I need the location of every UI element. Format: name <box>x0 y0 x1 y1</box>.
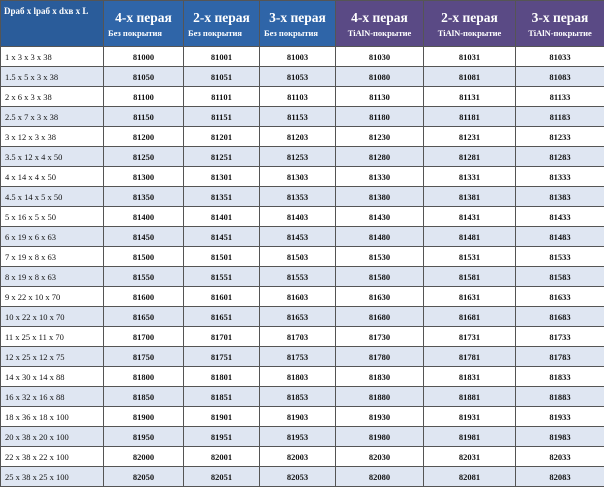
article-code-cell: 81931 <box>424 407 516 427</box>
article-code-cell: 81001 <box>184 47 260 67</box>
article-code-cell: 81230 <box>336 127 424 147</box>
article-code-cell: 82050 <box>104 467 184 487</box>
article-code-cell: 81283 <box>516 147 604 167</box>
article-code-cell: 81833 <box>516 367 604 387</box>
article-code-cell: 81803 <box>260 367 336 387</box>
article-code-cell: 81651 <box>184 307 260 327</box>
article-code-cell: 81780 <box>336 347 424 367</box>
size-cell: 10 x 22 x 10 x 70 <box>1 307 104 327</box>
article-code-cell: 81100 <box>104 87 184 107</box>
article-code-cell: 81450 <box>104 227 184 247</box>
dimensions-header: Dраб x lраб x dхв x L <box>1 1 104 47</box>
column-title: 2-х перая <box>424 8 515 26</box>
article-code-cell: 81203 <box>260 127 336 147</box>
column-header <box>260 1 336 47</box>
size-cell: 25 x 38 x 25 x 100 <box>1 467 104 487</box>
table-row <box>1 287 604 307</box>
article-code-cell: 81500 <box>104 247 184 267</box>
table-row <box>1 427 604 447</box>
article-code-cell: 81451 <box>184 227 260 247</box>
article-code-cell: 81200 <box>104 127 184 147</box>
article-code-cell: 81953 <box>260 427 336 447</box>
size-cell: 8 x 19 x 8 x 63 <box>1 267 104 287</box>
article-code-cell: 81281 <box>424 147 516 167</box>
column-coating: TiAlN-покрытие <box>424 26 515 40</box>
article-code-cell: 81501 <box>184 247 260 267</box>
article-code-cell: 82030 <box>336 447 424 467</box>
article-code-cell: 81733 <box>516 327 604 347</box>
article-code-cell: 81031 <box>424 47 516 67</box>
article-code-cell: 81300 <box>104 167 184 187</box>
column-coating: TiAlN-покрытие <box>516 26 604 40</box>
article-code-cell: 81880 <box>336 387 424 407</box>
article-code-cell: 81050 <box>104 67 184 87</box>
table-row <box>1 47 604 67</box>
column-coating: Без покрытия <box>104 26 183 40</box>
article-code-cell: 81730 <box>336 327 424 347</box>
table-row <box>1 387 604 407</box>
table-body <box>1 47 604 487</box>
table-row <box>1 207 604 227</box>
article-code-cell: 81653 <box>260 307 336 327</box>
article-code-cell: 81980 <box>336 427 424 447</box>
article-code-cell: 81531 <box>424 247 516 267</box>
article-code-cell: 81150 <box>104 107 184 127</box>
article-code-cell: 81633 <box>516 287 604 307</box>
article-code-cell: 82053 <box>260 467 336 487</box>
size-cell: 16 x 32 x 16 x 88 <box>1 387 104 407</box>
article-code-cell: 81800 <box>104 367 184 387</box>
column-header <box>516 1 604 47</box>
size-cell: 7 x 19 x 8 x 63 <box>1 247 104 267</box>
article-code-cell: 82051 <box>184 467 260 487</box>
article-code-cell: 81233 <box>516 127 604 147</box>
article-code-cell: 81750 <box>104 347 184 367</box>
size-cell: 1 x 3 x 3 x 38 <box>1 47 104 67</box>
article-code-cell: 81351 <box>184 187 260 207</box>
article-code-cell: 81881 <box>424 387 516 407</box>
article-code-cell: 81003 <box>260 47 336 67</box>
article-code-cell: 81333 <box>516 167 604 187</box>
table-row <box>1 267 604 287</box>
column-header <box>424 1 516 47</box>
article-code-cell: 81581 <box>424 267 516 287</box>
size-cell: 11 x 25 x 11 x 70 <box>1 327 104 347</box>
article-code-cell: 81950 <box>104 427 184 447</box>
article-code-cell: 82083 <box>516 467 604 487</box>
article-code-cell: 81330 <box>336 167 424 187</box>
column-title: 3-х перая <box>516 8 604 26</box>
article-code-cell: 81983 <box>516 427 604 447</box>
column-title: 2-х перая <box>184 8 259 26</box>
column-header <box>184 1 260 47</box>
article-code-cell: 81481 <box>424 227 516 247</box>
article-code-cell: 81151 <box>184 107 260 127</box>
article-code-cell: 81631 <box>424 287 516 307</box>
table-row <box>1 327 604 347</box>
article-code-cell: 81530 <box>336 247 424 267</box>
article-code-cell: 81933 <box>516 407 604 427</box>
article-code-cell: 81183 <box>516 107 604 127</box>
table-row <box>1 307 604 327</box>
table-row <box>1 227 604 247</box>
article-code-cell: 81153 <box>260 107 336 127</box>
column-coating: Без покрытия <box>260 26 335 40</box>
size-cell: 4 x 14 x 4 x 50 <box>1 167 104 187</box>
article-code-cell: 81201 <box>184 127 260 147</box>
article-code-cell: 81783 <box>516 347 604 367</box>
size-cell: 12 x 25 x 12 x 75 <box>1 347 104 367</box>
size-cell: 6 x 19 x 6 x 63 <box>1 227 104 247</box>
column-coating: TiAlN-покрытие <box>336 26 423 40</box>
article-code-cell: 81180 <box>336 107 424 127</box>
article-code-cell: 81883 <box>516 387 604 407</box>
article-code-cell: 82000 <box>104 447 184 467</box>
article-code-cell: 81683 <box>516 307 604 327</box>
article-code-cell: 81681 <box>424 307 516 327</box>
article-code-cell: 81033 <box>516 47 604 67</box>
table-row <box>1 107 604 127</box>
article-code-cell: 81130 <box>336 87 424 107</box>
table-row <box>1 87 604 107</box>
article-code-cell: 81250 <box>104 147 184 167</box>
article-code-cell: 81701 <box>184 327 260 347</box>
article-code-cell: 81133 <box>516 87 604 107</box>
article-code-cell: 81401 <box>184 207 260 227</box>
article-code-cell: 81753 <box>260 347 336 367</box>
article-code-cell: 81580 <box>336 267 424 287</box>
article-code-cell: 81081 <box>424 67 516 87</box>
article-code-cell: 81951 <box>184 427 260 447</box>
column-coating: Без покрытия <box>184 26 259 40</box>
size-cell: 3.5 x 12 x 4 x 50 <box>1 147 104 167</box>
article-code-cell: 81853 <box>260 387 336 407</box>
table-row <box>1 187 604 207</box>
size-cell: 9 x 22 x 10 x 70 <box>1 287 104 307</box>
article-code-cell: 81731 <box>424 327 516 347</box>
size-cell: 5 x 16 x 5 x 50 <box>1 207 104 227</box>
article-code-cell: 82080 <box>336 467 424 487</box>
article-code-cell: 81850 <box>104 387 184 407</box>
article-code-cell: 81051 <box>184 67 260 87</box>
article-code-cell: 81103 <box>260 87 336 107</box>
article-code-cell: 81331 <box>424 167 516 187</box>
article-code-cell: 82003 <box>260 447 336 467</box>
article-code-cell: 81630 <box>336 287 424 307</box>
column-header <box>104 1 184 47</box>
article-code-cell: 81131 <box>424 87 516 107</box>
article-code-cell: 81650 <box>104 307 184 327</box>
article-code-cell: 81433 <box>516 207 604 227</box>
size-cell: 20 x 38 x 20 x 100 <box>1 427 104 447</box>
article-code-cell: 81280 <box>336 147 424 167</box>
table-row <box>1 367 604 387</box>
article-code-cell: 81583 <box>516 267 604 287</box>
table-row <box>1 167 604 187</box>
article-code-cell: 81483 <box>516 227 604 247</box>
column-title: 4-х перая <box>336 8 423 26</box>
article-code-cell: 81000 <box>104 47 184 67</box>
article-code-cell: 81380 <box>336 187 424 207</box>
article-code-cell: 81551 <box>184 267 260 287</box>
article-code-cell: 81831 <box>424 367 516 387</box>
article-code-cell: 81553 <box>260 267 336 287</box>
size-cell: 1.5 x 5 x 3 x 38 <box>1 67 104 87</box>
article-code-cell: 81083 <box>516 67 604 87</box>
article-code-cell: 81851 <box>184 387 260 407</box>
article-code-cell: 81301 <box>184 167 260 187</box>
article-code-cell: 81550 <box>104 267 184 287</box>
article-code-cell: 81403 <box>260 207 336 227</box>
article-code-cell: 81480 <box>336 227 424 247</box>
table-row <box>1 467 604 487</box>
article-code-cell: 81400 <box>104 207 184 227</box>
article-code-cell: 81101 <box>184 87 260 107</box>
table-row <box>1 67 604 87</box>
article-code-cell: 81251 <box>184 147 260 167</box>
article-code-cell: 81703 <box>260 327 336 347</box>
article-code-cell: 81680 <box>336 307 424 327</box>
article-code-cell: 81533 <box>516 247 604 267</box>
header-row <box>1 1 604 47</box>
article-code-cell: 81801 <box>184 367 260 387</box>
size-cell: 4.5 x 14 x 5 x 50 <box>1 187 104 207</box>
column-title: 4-х перая <box>104 8 183 26</box>
article-code-cell: 81900 <box>104 407 184 427</box>
article-code-cell: 81901 <box>184 407 260 427</box>
table-row <box>1 127 604 147</box>
size-cell: 18 x 36 x 18 x 100 <box>1 407 104 427</box>
size-cell: 2 x 6 x 3 x 38 <box>1 87 104 107</box>
article-code-cell: 81930 <box>336 407 424 427</box>
table-header <box>1 1 604 47</box>
table-row <box>1 147 604 167</box>
article-code-cell: 81903 <box>260 407 336 427</box>
article-code-cell: 82001 <box>184 447 260 467</box>
article-code-cell: 81080 <box>336 67 424 87</box>
table-row <box>1 347 604 367</box>
article-code-cell: 81503 <box>260 247 336 267</box>
article-code-cell: 81600 <box>104 287 184 307</box>
article-code-cell: 82081 <box>424 467 516 487</box>
size-cell: 22 x 38 x 22 x 100 <box>1 447 104 467</box>
article-code-cell: 81601 <box>184 287 260 307</box>
article-code-cell: 81231 <box>424 127 516 147</box>
article-code-cell: 81350 <box>104 187 184 207</box>
article-code-cell: 81830 <box>336 367 424 387</box>
size-cell: 3 x 12 x 3 x 38 <box>1 127 104 147</box>
article-code-cell: 81381 <box>424 187 516 207</box>
column-header <box>336 1 424 47</box>
table-row <box>1 447 604 467</box>
article-code-cell: 81453 <box>260 227 336 247</box>
article-code-cell: 81353 <box>260 187 336 207</box>
article-code-cell: 81303 <box>260 167 336 187</box>
table-row <box>1 407 604 427</box>
article-code-cell: 81700 <box>104 327 184 347</box>
article-code-cell: 81430 <box>336 207 424 227</box>
article-code-cell: 81030 <box>336 47 424 67</box>
article-code-cell: 81981 <box>424 427 516 447</box>
article-code-cell: 82033 <box>516 447 604 467</box>
column-title: 3-х перая <box>260 8 335 26</box>
article-code-cell: 81383 <box>516 187 604 207</box>
size-cell: 14 x 30 x 14 x 88 <box>1 367 104 387</box>
article-code-cell: 81781 <box>424 347 516 367</box>
size-cell: 2.5 x 7 x 3 x 38 <box>1 107 104 127</box>
article-code-cell: 81751 <box>184 347 260 367</box>
article-code-cell: 81181 <box>424 107 516 127</box>
article-code-cell: 81431 <box>424 207 516 227</box>
article-code-cell: 81053 <box>260 67 336 87</box>
article-code-cell: 82031 <box>424 447 516 467</box>
table-row <box>1 247 604 267</box>
article-code-cell: 81253 <box>260 147 336 167</box>
article-code-cell: 81603 <box>260 287 336 307</box>
